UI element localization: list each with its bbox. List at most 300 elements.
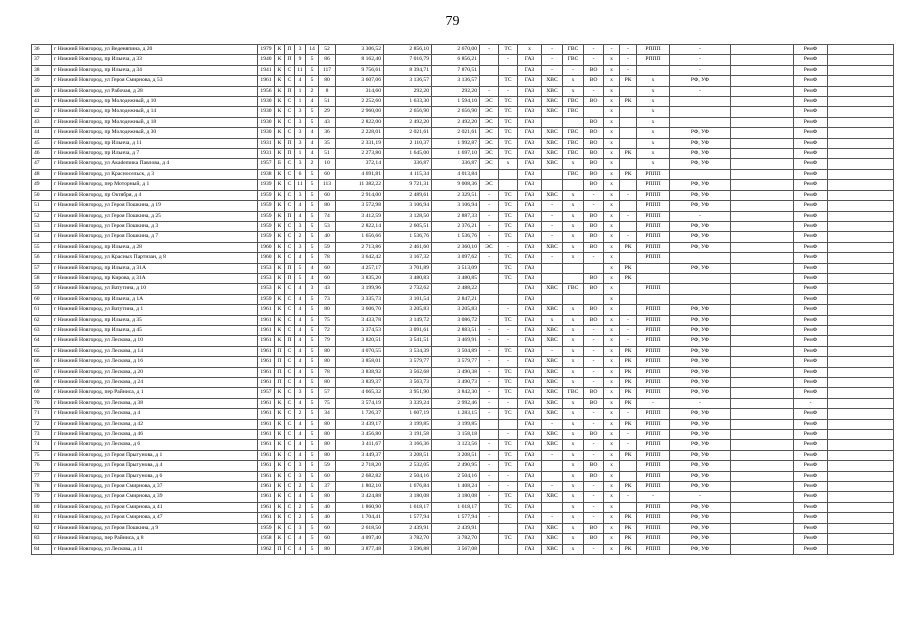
table-cell [542, 263, 563, 273]
table-cell: 2 [306, 86, 319, 96]
table-cell: х [542, 315, 563, 325]
table-cell: 5 [306, 513, 319, 523]
table-cell: х [604, 180, 620, 190]
table-cell: г Нижний Новгород, ул Лескова, д 14 [52, 346, 258, 356]
table-cell: 3 951,90 [384, 388, 432, 398]
table-cell: 72 [32, 419, 52, 429]
table-cell: - [499, 242, 518, 252]
table-cell: К [275, 440, 285, 450]
table-cell: 74 [319, 211, 336, 221]
table-cell [480, 55, 499, 65]
table-cell: 5 [306, 55, 319, 65]
table-cell: РППП [637, 305, 670, 315]
table-cell: РФ, УФ [670, 378, 731, 388]
table-cell: РФ, УФ [670, 346, 731, 356]
table-cell: РФ, УФ [670, 138, 731, 148]
table-cell [731, 502, 794, 512]
table-cell: 1 536,76 [432, 232, 480, 242]
table-cell: х [604, 471, 620, 481]
table-cell: 1961 [258, 461, 275, 471]
table-cell: г Нижний Новгород, пр Молодежный, д 30 [52, 128, 258, 138]
table-cell [620, 284, 637, 294]
table-cell: РППП [637, 325, 670, 335]
table-cell [828, 492, 894, 502]
table-cell: РФ, УФ [670, 461, 731, 471]
table-cell: 11 382,22 [336, 180, 384, 190]
table-cell: ВО [584, 430, 604, 440]
table-cell: ВО [584, 398, 604, 408]
table-row [32, 242, 894, 252]
table-cell: 4 [295, 492, 306, 502]
table-cell: 41 [32, 97, 52, 107]
table-cell: - [670, 86, 731, 96]
table-cell: РФ, УФ [670, 76, 731, 86]
table-cell: ГАЗ [518, 180, 542, 190]
table-cell: х [604, 440, 620, 450]
table-cell: 5 [306, 242, 319, 252]
table-cell: 3 424,88 [336, 492, 384, 502]
table-cell [828, 523, 894, 533]
table-cell: РК [620, 523, 637, 533]
table-cell: 40 [32, 86, 52, 96]
table-cell: х [563, 201, 584, 211]
table-cell: - [480, 513, 499, 523]
table-cell [731, 263, 794, 273]
table-cell: х [563, 159, 584, 169]
table-cell: С [285, 544, 295, 554]
table-cell: ВО [584, 461, 604, 471]
table-cell: 1961 [258, 76, 275, 86]
table-cell: С [285, 534, 295, 544]
table-cell: 8 [319, 86, 336, 96]
table-cell [637, 273, 670, 283]
table-cell: х [604, 409, 620, 419]
table-cell: х [604, 149, 620, 159]
table-cell: 3 [295, 221, 306, 231]
table-cell: РК [620, 450, 637, 460]
table-cell: С [285, 388, 295, 398]
table-cell: ГАЗ [518, 65, 542, 75]
table-cell: ГАЗ [518, 409, 542, 419]
table-cell: г Нижний Новгород, ул Героя Смирнова, д 39 [52, 492, 258, 502]
table-cell: К [275, 461, 285, 471]
table-row [32, 430, 894, 440]
table-cell: х [563, 305, 584, 315]
table-cell: ГАЗ [518, 544, 542, 554]
table-cell: РППП [637, 471, 670, 481]
table-cell: г Нижний Новгород, пр Ильича, д 33 [52, 55, 258, 65]
table-cell: - [620, 325, 637, 335]
table-cell: 1953 [258, 284, 275, 294]
table-cell: 5 [306, 201, 319, 211]
table-row [32, 409, 894, 419]
table-row [32, 378, 894, 388]
table-cell: х [604, 461, 620, 471]
table-cell: РК [620, 97, 637, 107]
table-cell: 3 166,36 [384, 440, 432, 450]
table-cell: 5 [306, 221, 319, 231]
table-cell: 6 [295, 169, 306, 179]
table-cell: 3 136,57 [384, 76, 432, 86]
table-cell [542, 180, 563, 190]
table-cell: 4 [306, 128, 319, 138]
table-cell: РППП [637, 336, 670, 346]
table-cell: 82 [32, 523, 52, 533]
table-cell: 3 [295, 107, 306, 117]
table-cell: х [563, 232, 584, 242]
table-cell [670, 107, 731, 117]
table-cell: 4 [306, 263, 319, 273]
table-cell [637, 65, 670, 75]
table-cell: 3 842,30 [432, 388, 480, 398]
table-cell: ГВС [563, 55, 584, 65]
table-cell: 5 [306, 482, 319, 492]
table-cell: х [563, 325, 584, 335]
table-cell: - [584, 502, 604, 512]
table-cell: 6 856,21 [432, 55, 480, 65]
table-cell: 5 [306, 357, 319, 367]
table-cell: - [480, 450, 499, 460]
table-cell: РК [620, 482, 637, 492]
table-cell: - [480, 440, 499, 450]
table-cell: П [285, 86, 295, 96]
table-cell [731, 86, 794, 96]
table-cell: 1960 [258, 242, 275, 252]
table-cell: - [584, 86, 604, 96]
table-cell: РемФ [794, 232, 828, 242]
table-cell [828, 253, 894, 263]
table-cell: х [604, 65, 620, 75]
table-cell: х [563, 471, 584, 481]
table-cell: К [275, 128, 285, 138]
table-row [32, 513, 894, 523]
table-cell: 78 [319, 367, 336, 377]
table-cell: - [480, 388, 499, 398]
table-cell: РФ, УФ [670, 159, 731, 169]
table-cell: ВО [584, 128, 604, 138]
table-cell: 1961 [258, 492, 275, 502]
table-cell: 80 [319, 492, 336, 502]
table-cell: 5 [306, 65, 319, 75]
table-cell: 42 [32, 107, 52, 117]
table-cell: - [584, 346, 604, 356]
table-cell: ГВС [563, 128, 584, 138]
table-cell: 61 [32, 305, 52, 315]
table-cell: РемФ [794, 97, 828, 107]
table-cell: 3 339,24 [384, 398, 432, 408]
table-cell: 2 914,00 [336, 190, 384, 200]
table-cell: ТС [499, 76, 518, 86]
table-cell: РППП [637, 544, 670, 554]
table-cell: г Нижний Новгород, ул Акademика Павлова, д 4 [52, 159, 258, 169]
table-cell [620, 86, 637, 96]
table-cell: ЭС [480, 117, 499, 127]
table-cell [828, 169, 894, 179]
table-cell: ГАЗ [518, 294, 542, 304]
table-cell: РППП [637, 523, 670, 533]
table-cell [670, 117, 731, 127]
table-cell [731, 107, 794, 117]
table-cell: 4 [295, 305, 306, 315]
table-cell [620, 221, 637, 231]
table-cell: 3 106,94 [384, 201, 432, 211]
table-cell: ГАЗ [518, 440, 542, 450]
table-cell: 5 [306, 305, 319, 315]
table-cell: РППП [637, 180, 670, 190]
table-cell: РемФ [794, 409, 828, 419]
table-cell: РемФ [794, 305, 828, 315]
table-cell [480, 76, 499, 86]
table-cell: 1979 [258, 45, 275, 55]
table-cell: 2 252,60 [336, 97, 384, 107]
table-cell [731, 128, 794, 138]
table-cell: ГВС [563, 149, 584, 159]
table-cell: - [620, 336, 637, 346]
table-cell: 5 [306, 461, 319, 471]
table-row [32, 346, 894, 356]
table-cell: х [604, 253, 620, 263]
table-cell: 2 [295, 513, 306, 523]
table-cell: К [275, 76, 285, 86]
table-cell: 60 [32, 294, 52, 304]
table-cell: П [285, 138, 295, 148]
table-cell: 1 536,76 [384, 232, 432, 242]
table-cell: П [275, 544, 285, 554]
table-cell: ЭС [480, 107, 499, 117]
table-cell [828, 242, 894, 252]
table-cell: х [604, 357, 620, 367]
table-cell: ВО [584, 211, 604, 221]
table-cell: - [584, 190, 604, 200]
table-cell: 2 656,90 [432, 107, 480, 117]
table-cell: РемФ [794, 346, 828, 356]
table-cell: ВО [584, 273, 604, 283]
table-cell: С [285, 357, 295, 367]
table-cell: 86 [319, 55, 336, 65]
table-cell: 1 802,10 [336, 482, 384, 492]
table-cell: С [285, 294, 295, 304]
table-cell: П [275, 346, 285, 356]
table-cell: - [620, 45, 637, 55]
table-cell: ХВС [542, 492, 563, 502]
table-cell: - [584, 357, 604, 367]
table-cell [480, 305, 499, 315]
table-cell: С [285, 284, 295, 294]
table-cell: 3 205,83 [384, 305, 432, 315]
table-cell [731, 45, 794, 55]
table-cell: х [604, 159, 620, 169]
table-cell: ГВС [563, 284, 584, 294]
table-cell: 80 [319, 419, 336, 429]
table-cell [731, 409, 794, 419]
table-cell: г Нижний Новгород, пр Кирова, д 31А [52, 273, 258, 283]
table-cell: ХВС [542, 107, 563, 117]
table-cell: 48 [32, 169, 52, 179]
table-cell: 4 097,40 [336, 534, 384, 544]
table-cell: - [670, 65, 731, 75]
table-cell [828, 305, 894, 315]
table-cell: ХВС [542, 138, 563, 148]
table-cell: ГАЗ [518, 190, 542, 200]
table-cell: РФ, УФ [670, 149, 731, 159]
table-cell: - [670, 45, 731, 55]
table-cell: К [275, 284, 285, 294]
table-row [32, 263, 894, 273]
table-cell: П [285, 336, 295, 346]
table-cell: ГАЗ [518, 242, 542, 252]
table-cell: ТС [499, 346, 518, 356]
table-cell: РемФ [794, 461, 828, 471]
table-cell: ВО [584, 232, 604, 242]
table-cell: 56 [32, 253, 52, 263]
table-cell: С [285, 201, 295, 211]
table-cell: х [604, 336, 620, 346]
table-cell: ГАЗ [518, 201, 542, 211]
table-cell: г Нижний Новгород, ул Лескова, д 4 [52, 409, 258, 419]
table-cell: ВО [584, 242, 604, 252]
table-row [32, 180, 894, 190]
table-cell [828, 107, 894, 117]
table-cell: С [285, 513, 295, 523]
table-cell [828, 55, 894, 65]
table-cell: РК [620, 242, 637, 252]
table-cell: - [499, 325, 518, 335]
table-cell [731, 513, 794, 523]
table-cell: ЭС [480, 138, 499, 148]
table-cell: 2 532,05 [384, 461, 432, 471]
table-cell [731, 482, 794, 492]
table-cell: 9 [295, 55, 306, 65]
table-cell: - [584, 378, 604, 388]
table-cell: 5 [306, 117, 319, 127]
table-cell [828, 450, 894, 460]
table-cell: х [604, 284, 620, 294]
table-cell: г Нижний Новгород, ул Лескова, д 46 [52, 430, 258, 440]
table-cell: 52 [319, 45, 336, 55]
housing-table-container [31, 44, 893, 555]
table-cell: ТС [499, 97, 518, 107]
table-cell: К [275, 305, 285, 315]
table-cell: РППП [637, 284, 670, 294]
table-cell: К [275, 180, 285, 190]
table-cell: РемФ [794, 107, 828, 117]
table-cell: РППП [637, 419, 670, 429]
table-cell: ХВС [542, 336, 563, 346]
housing-table [31, 44, 894, 555]
table-cell: - [620, 211, 637, 221]
table-cell: 3 839,37 [336, 378, 384, 388]
table-cell: 1 633,30 [384, 97, 432, 107]
table-cell: х [563, 315, 584, 325]
table-cell [480, 169, 499, 179]
table-cell: - [542, 253, 563, 263]
table-cell: РППП [637, 346, 670, 356]
table-cell [731, 294, 794, 304]
table-row [32, 232, 894, 242]
table-cell: 2 490,95 [432, 461, 480, 471]
table-cell [828, 534, 894, 544]
table-cell: 1957 [258, 159, 275, 169]
table-cell [828, 294, 894, 304]
table-cell: 5 [295, 263, 306, 273]
table-cell: х [637, 76, 670, 86]
table-row [32, 534, 894, 544]
table-cell: ГВС [563, 107, 584, 117]
table-cell: 9 756,61 [336, 65, 384, 75]
table-cell: х [604, 190, 620, 200]
table-cell: 2 021,61 [432, 128, 480, 138]
table-cell: х [604, 232, 620, 242]
table-cell: 3 449,37 [336, 450, 384, 460]
table-cell: 4 [306, 149, 319, 159]
table-cell [828, 221, 894, 231]
table-cell: х [637, 138, 670, 148]
table-cell: 2 883,51 [432, 325, 480, 335]
table-cell: К [275, 253, 285, 263]
table-cell: К [275, 149, 285, 159]
table-cell: 3 642,42 [336, 253, 384, 263]
table-cell [731, 346, 794, 356]
table-cell: - [480, 325, 499, 335]
table-cell [620, 294, 637, 304]
table-cell: 5 [306, 502, 319, 512]
table-cell: ЭС [480, 97, 499, 107]
table-cell: 49 [32, 180, 52, 190]
table-cell: 75 [319, 398, 336, 408]
table-cell: П [275, 357, 285, 367]
table-cell: 4 [295, 398, 306, 408]
table-cell: 51 [319, 149, 336, 159]
table-cell: ХВС [542, 523, 563, 533]
table-cell: 2 856,10 [384, 45, 432, 55]
table-row [32, 55, 894, 65]
table-cell: 1961 [258, 482, 275, 492]
table-cell: 80 [319, 378, 336, 388]
table-cell [731, 232, 794, 242]
table-row [32, 367, 894, 377]
table-cell [828, 461, 894, 471]
table-cell: ТС [499, 211, 518, 221]
table-row [32, 440, 894, 450]
table-cell [828, 357, 894, 367]
table-cell: РемФ [794, 149, 828, 159]
table-cell: С [285, 305, 295, 315]
table-cell: 57 [32, 263, 52, 273]
table-cell: РемФ [794, 201, 828, 211]
table-cell: 7 870,51 [432, 65, 480, 75]
table-cell: РФ, УФ [670, 367, 731, 377]
table-cell [542, 169, 563, 179]
table-row [32, 76, 894, 86]
table-cell: ТС [499, 388, 518, 398]
table-cell [828, 388, 894, 398]
table-cell: х [563, 513, 584, 523]
table-cell: ГАЗ [518, 76, 542, 86]
table-cell: 3 439,17 [336, 419, 384, 429]
table-cell: ХВС [542, 534, 563, 544]
table-cell: - [480, 232, 499, 242]
table-cell: С [285, 242, 295, 252]
table-cell: 314,60 [336, 86, 384, 96]
table-cell: РФ, УФ [670, 513, 731, 523]
table-cell: 3 [295, 117, 306, 127]
table-cell: К [275, 86, 285, 96]
table-cell: 4 [295, 284, 306, 294]
table-cell: РППП [637, 534, 670, 544]
table-cell: С [285, 523, 295, 533]
table-cell: - [542, 211, 563, 221]
table-cell: С [285, 440, 295, 450]
